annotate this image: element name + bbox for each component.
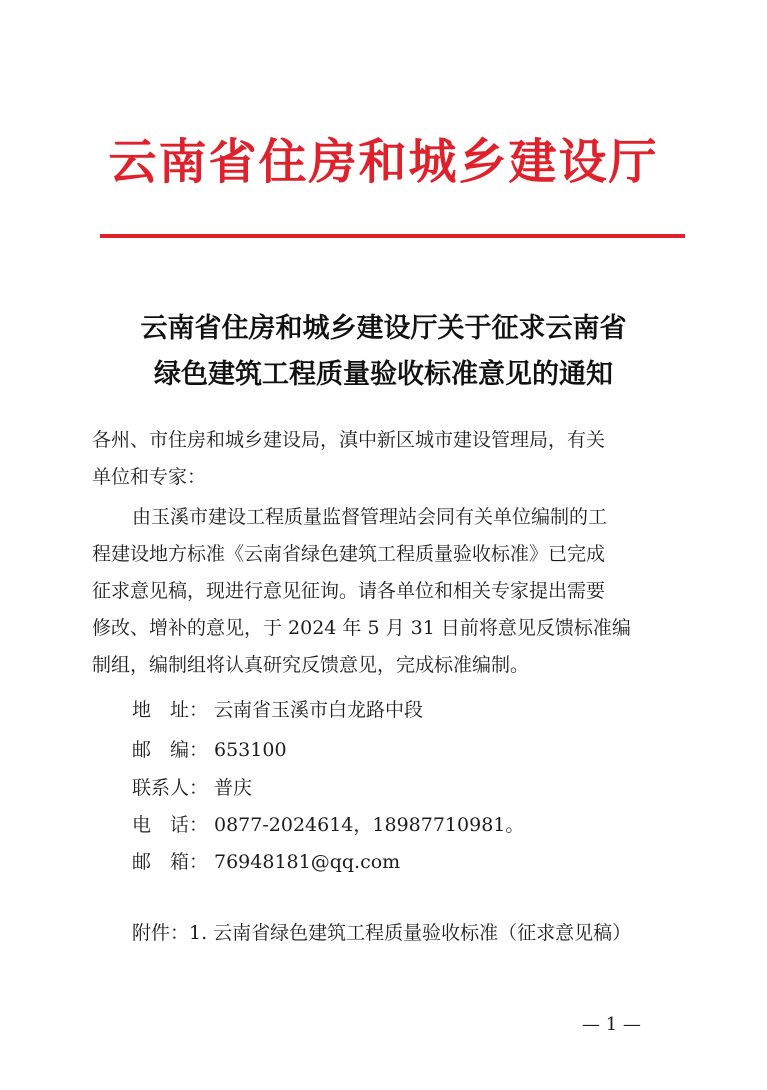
document-title bbox=[0, 306, 767, 398]
contact-email bbox=[132, 847, 400, 874]
paragraph-line-5: 制组，编制组将认真研究反馈意见，完成标准编制。 bbox=[92, 654, 530, 676]
email-label: 邮 箱： bbox=[132, 851, 209, 873]
paragraph-line-1: 由玉溪市建设工程质量监督管理站会同有关单位编制的工 bbox=[132, 506, 608, 528]
address-label: 地 址： bbox=[132, 699, 209, 721]
title-line-2: 绿色建筑工程质量验收标准意见的通知 bbox=[154, 359, 613, 390]
page-number: — 1 — bbox=[582, 1014, 641, 1035]
address-value: 云南省玉溪市白龙路中段 bbox=[214, 699, 424, 721]
attachment-line: 附件：1. 云南省绿色建筑工程质量验收标准（征求意见稿） bbox=[132, 922, 632, 944]
body-paragraph bbox=[92, 499, 684, 684]
contact-person bbox=[132, 773, 252, 800]
paragraph-line-2: 程建设地方标准《云南省绿色建筑工程质量验收标准》已完成 bbox=[92, 543, 606, 565]
red-divider-line bbox=[100, 234, 685, 238]
person-value: 普庆 bbox=[214, 777, 253, 799]
email-value: 76948181@qq.com bbox=[214, 851, 401, 873]
postcode-label: 邮 编： bbox=[132, 739, 209, 761]
contact-address bbox=[132, 695, 423, 722]
phone-label: 电 话： bbox=[132, 814, 209, 836]
addressee-line-1: 各州、市住房和城乡建设局，滇中新区城市建设管理局，有关 bbox=[92, 429, 606, 451]
agency-header: 云南省住房和城乡建设厅 bbox=[108, 134, 659, 190]
phone-value: 0877-2024614，18987710981。 bbox=[214, 814, 525, 836]
person-label: 联系人： bbox=[132, 777, 209, 799]
title-line-1: 云南省住房和城乡建设厅关于征求云南省 bbox=[140, 313, 627, 344]
addressee-line-2: 单位和专家： bbox=[92, 466, 207, 488]
contact-phone bbox=[132, 810, 524, 837]
addressee bbox=[92, 422, 684, 496]
paragraph-line-3: 征求意见稿，现进行意见征询。请各单位和相关专家提出需要 bbox=[92, 580, 606, 602]
paragraph-line-4: 修改、增补的意见，于 2024 年 5 月 31 日前将意见反馈标准编 bbox=[92, 617, 631, 639]
postcode-value: 653100 bbox=[214, 739, 287, 761]
contact-postcode bbox=[132, 735, 287, 762]
